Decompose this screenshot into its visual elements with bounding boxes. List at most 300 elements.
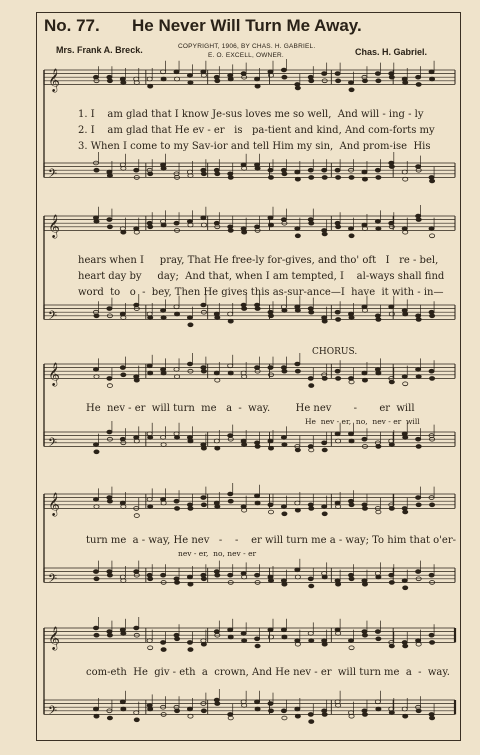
note-head: [254, 700, 259, 704]
note-head: [201, 503, 206, 507]
note-head: [416, 709, 421, 713]
note-head: [349, 439, 354, 443]
note-head: [174, 375, 179, 379]
note-head: [121, 707, 126, 711]
note-head: [174, 312, 179, 316]
note-head: [335, 310, 340, 314]
note-head: [268, 510, 273, 514]
note-head: [148, 505, 153, 509]
note-head: [254, 637, 259, 641]
note-head: [107, 218, 112, 222]
note-head: [242, 639, 247, 643]
note-head: [362, 79, 367, 83]
note-head: [295, 575, 300, 579]
note-head: [148, 577, 153, 581]
note-head: [336, 582, 341, 586]
note-head: [188, 714, 193, 718]
chorus-label: CHORUS.: [312, 347, 358, 357]
note-head: [403, 510, 408, 514]
note-head: [187, 362, 192, 366]
note-head: [362, 177, 367, 181]
note-head: [295, 448, 300, 452]
verse-2-line-1: 2. I am glad that He ev - er is pa-tient and kind, And com-forts my: [78, 125, 435, 136]
note-head: [94, 450, 99, 454]
note-head: [228, 628, 233, 632]
note-head: [148, 646, 153, 650]
note-head: [215, 378, 220, 382]
note-head: [148, 316, 153, 320]
note-head: [268, 709, 273, 713]
note-head: [282, 635, 287, 639]
note-head: [107, 377, 112, 381]
note-head: [147, 498, 152, 502]
note-head: [403, 312, 408, 316]
note-head: [349, 234, 354, 238]
note-head: [295, 568, 300, 572]
note-head: [348, 432, 353, 436]
note-head: [322, 441, 327, 445]
note-head: [121, 632, 126, 636]
note-head: [309, 310, 314, 314]
verse-1-line-2: hears when I pray, That He free-ly for-gives, and tho' oft I re - bel,: [78, 255, 439, 266]
note-head: [94, 577, 99, 581]
note-head: [429, 227, 434, 231]
note-head: [429, 369, 434, 373]
verse-3-line-2: word to o - bey, Then He gives this as-sur-ance—I have it with - in—: [78, 287, 444, 298]
note-head: [416, 503, 421, 507]
note-head: [375, 168, 380, 172]
note-head: [228, 364, 233, 368]
note-head: [429, 633, 434, 637]
note-head: [107, 716, 112, 720]
note-head: [281, 68, 286, 72]
note-head: [376, 707, 381, 711]
note-head: [187, 316, 192, 320]
note-head: [295, 234, 300, 238]
treble-clef-icon: 𝄞: [48, 361, 60, 386]
note-head: [201, 223, 206, 227]
note-head: [416, 570, 421, 574]
note-head: [268, 366, 273, 370]
note-head: [94, 220, 99, 224]
note-head: [416, 437, 421, 441]
note-head: [242, 230, 247, 234]
note-head: [429, 503, 434, 507]
note-head: [295, 177, 300, 181]
note-head: [188, 439, 193, 443]
note-head: [308, 577, 313, 581]
note-head: [362, 713, 367, 717]
note-head: [107, 225, 112, 229]
note-head: [93, 498, 98, 502]
note-head: [187, 707, 192, 711]
note-head: [174, 709, 179, 713]
note-head: [201, 172, 206, 176]
bass-clef-icon: 𝄢: [48, 436, 58, 453]
note-head: [94, 714, 99, 718]
note-head: [147, 364, 152, 368]
note-head: [148, 172, 153, 176]
note-head: [188, 507, 193, 511]
note-head: [389, 507, 394, 511]
note-head: [134, 514, 139, 518]
note-head: [402, 170, 407, 174]
note-head: [322, 377, 327, 381]
note-head: [268, 216, 273, 220]
note-head: [187, 74, 192, 78]
note-head: [429, 234, 434, 238]
note-head: [214, 439, 219, 443]
note-head: [295, 309, 300, 313]
note-head: [94, 633, 99, 637]
note-head: [389, 644, 394, 648]
note-head: [134, 718, 139, 722]
note-head: [94, 314, 99, 318]
copyright-line-2: E. O. EXCELL, OWNER.: [208, 52, 284, 59]
note-head: [107, 633, 112, 637]
note-head: [282, 716, 287, 720]
note-head: [228, 319, 233, 323]
note-head: [282, 369, 287, 373]
composer-credit: Chas. H. Gabriel.: [355, 47, 428, 57]
hymn-title: He Never Will Turn Me Away.: [132, 16, 362, 35]
note-head: [336, 225, 341, 229]
note-head: [215, 446, 220, 450]
note-head: [94, 375, 99, 379]
note-head: [268, 503, 273, 507]
note-head: [309, 384, 314, 388]
note-head: [295, 227, 300, 231]
note-head: [349, 316, 354, 320]
treble-clef-icon: 𝄞: [48, 67, 60, 92]
note-head: [255, 84, 260, 88]
note-head: [201, 446, 206, 450]
note-head: [362, 378, 367, 382]
note-head: [174, 77, 179, 81]
note-head: [309, 720, 314, 724]
note-head: [254, 494, 259, 498]
note-head: [201, 216, 206, 220]
note-head: [389, 581, 394, 585]
note-head: [389, 380, 394, 384]
note-head: [215, 172, 220, 176]
note-head: [389, 312, 394, 316]
note-head: [348, 227, 353, 231]
note-head: [268, 628, 273, 632]
note-head: [255, 501, 260, 505]
note-head: [134, 168, 139, 172]
note-head: [268, 702, 273, 706]
note-head: [335, 72, 340, 76]
note-head: [268, 168, 273, 172]
note-head: [376, 575, 381, 579]
note-head: [282, 172, 287, 176]
treble-clef-icon: 𝄞: [48, 491, 60, 516]
note-head: [215, 573, 220, 577]
chorus-line-3: com-eth He giv - eth a crown, And He nev - er will turn me a - way.: [86, 667, 450, 678]
note-head: [308, 377, 313, 381]
note-head: [295, 170, 300, 174]
note-head: [228, 573, 233, 577]
note-head: [161, 309, 166, 313]
treble-clef-icon: 𝄞: [48, 625, 60, 650]
note-head: [416, 375, 421, 379]
note-head: [187, 641, 192, 645]
note-head: [215, 316, 220, 320]
note-head: [268, 579, 273, 583]
note-head: [389, 165, 394, 169]
note-head: [107, 174, 112, 178]
note-head: [228, 77, 233, 81]
note-head: [389, 711, 394, 715]
hymn-number: No. 77.: [44, 16, 100, 35]
note-head: [201, 709, 206, 713]
note-head: [362, 371, 367, 375]
note-head: [308, 713, 313, 717]
chorus-echo-2: nev - er, no, nev - er: [178, 549, 257, 558]
note-head: [201, 496, 206, 500]
note-head: [375, 630, 380, 634]
note-head: [402, 579, 407, 583]
note-head: [268, 223, 273, 227]
note-head: [134, 378, 139, 382]
note-head: [107, 384, 112, 388]
note-head: [295, 714, 300, 718]
note-head: [336, 439, 341, 443]
note-head: [121, 373, 126, 377]
note-head: [148, 371, 153, 375]
note-head: [309, 176, 314, 180]
note-head: [349, 646, 354, 650]
note-head: [228, 371, 233, 375]
note-head: [322, 319, 327, 323]
note-head: [322, 575, 327, 579]
note-head: [93, 570, 98, 574]
note-head: [403, 714, 408, 718]
note-head: [403, 177, 408, 181]
copyright-line-1: COPYRIGHT, 1906, BY CHAS. H. GABRIEL.: [178, 43, 316, 50]
note-head: [402, 375, 407, 379]
note-head: [148, 436, 153, 440]
note-head: [161, 648, 166, 652]
note-head: [322, 713, 327, 717]
note-head: [416, 496, 421, 500]
note-head: [147, 639, 152, 643]
note-head: [254, 77, 259, 81]
verse-2-line-2: heart day by day; And that, when I am tempted, I al-ways shall find: [78, 271, 445, 282]
note-head: [161, 316, 166, 320]
note-head: [161, 436, 166, 440]
note-head: [402, 707, 407, 711]
note-head: [228, 499, 233, 503]
note-head: [161, 443, 166, 447]
note-head: [228, 312, 233, 316]
note-head: [107, 573, 112, 577]
note-head: [255, 644, 260, 648]
note-head: [295, 501, 300, 505]
note-head: [174, 221, 179, 225]
note-head: [336, 377, 341, 381]
note-head: [121, 230, 126, 234]
verse-1-line-1: 1. I am glad that I know Je-sus loves me so well, And will - ing - ly: [78, 109, 424, 120]
note-head: [161, 223, 166, 227]
note-head: [308, 632, 313, 636]
note-head: [295, 86, 300, 90]
note-head: [389, 305, 394, 309]
note-head: [214, 371, 219, 375]
note-head: [215, 702, 220, 706]
note-head: [93, 443, 98, 447]
note-head: [282, 512, 287, 516]
note-head: [107, 499, 112, 503]
note-head: [362, 582, 367, 586]
note-head: [429, 716, 434, 720]
note-head: [322, 448, 327, 452]
note-head: [403, 436, 408, 440]
note-head: [242, 307, 247, 311]
note-head: [201, 577, 206, 581]
note-head: [349, 88, 354, 92]
note-head: [429, 377, 434, 381]
note-head: [107, 430, 112, 434]
note-head: [187, 575, 192, 579]
note-head: [242, 443, 247, 447]
bass-clef-icon: 𝄢: [48, 572, 58, 589]
note-head: [215, 79, 220, 83]
note-head: [403, 586, 408, 590]
chorus-echo-1: He nev - er, no, nev - er will: [305, 417, 420, 426]
note-head: [188, 323, 193, 327]
note-head: [295, 369, 300, 373]
note-head: [268, 439, 273, 443]
note-head: [174, 305, 179, 309]
note-head: [403, 382, 408, 386]
bass-clef-icon: 𝄢: [48, 704, 58, 721]
note-head: [161, 641, 166, 645]
note-head: [94, 168, 99, 172]
note-head: [281, 709, 286, 713]
note-head: [335, 369, 340, 373]
note-head: [121, 81, 126, 85]
note-head: [241, 632, 246, 636]
note-head: [107, 79, 112, 83]
note-head: [134, 626, 139, 630]
note-head: [188, 648, 193, 652]
note-head: [416, 83, 421, 87]
note-head: [389, 443, 394, 447]
note-head: [389, 573, 394, 577]
note-head: [161, 371, 166, 375]
note-head: [255, 445, 260, 449]
note-head: [228, 229, 233, 233]
note-head: [174, 637, 179, 641]
note-head: [174, 436, 179, 440]
note-head: [416, 368, 421, 372]
note-head: [336, 318, 341, 322]
note-head: [309, 221, 314, 225]
note-head: [174, 581, 179, 585]
note-head: [281, 436, 286, 440]
note-head: [228, 492, 233, 496]
note-head: [309, 79, 314, 83]
note-head: [282, 582, 287, 586]
note-head: [174, 70, 179, 74]
note-head: [376, 227, 381, 231]
note-head: [295, 508, 300, 512]
note-head: [268, 446, 273, 450]
note-head: [322, 642, 327, 646]
author-credit: Mrs. Frank A. Breck.: [56, 45, 143, 55]
note-head: [335, 168, 340, 172]
note-head: [389, 75, 394, 79]
note-head: [201, 303, 206, 307]
note-head: [376, 318, 381, 322]
note-head: [282, 75, 287, 79]
note-head: [94, 505, 99, 509]
note-head: [416, 445, 421, 449]
note-head: [322, 176, 327, 180]
note-head: [93, 368, 98, 372]
note-head: [148, 84, 153, 88]
note-head: [161, 573, 166, 577]
note-head: [174, 507, 179, 511]
note-head: [120, 700, 125, 704]
note-head: [134, 711, 139, 715]
note-head: [228, 635, 233, 639]
note-head: [268, 176, 273, 180]
note-head: [429, 179, 434, 183]
note-head: [215, 505, 220, 509]
note-head: [403, 81, 408, 85]
bass-clef-icon: 𝄢: [48, 167, 58, 184]
note-head: [161, 77, 166, 81]
note-head: [188, 582, 193, 586]
note-head: [429, 314, 434, 318]
note-head: [147, 77, 152, 81]
note-head: [255, 307, 260, 311]
note-head: [349, 577, 354, 581]
note-head: [148, 225, 153, 229]
note-head: [188, 81, 193, 85]
note-head: [308, 168, 313, 172]
note-head: [362, 507, 367, 511]
note-head: [376, 371, 381, 375]
note-head: [375, 220, 380, 224]
note-head: [174, 368, 179, 372]
note-head: [322, 72, 327, 76]
note-head: [295, 707, 300, 711]
note-head: [295, 362, 300, 366]
verse-3-line-1: 3. When I come to my Sav-ior and tell Him my sin, And prom-ise His: [78, 141, 431, 152]
note-head: [335, 432, 340, 436]
note-head: [309, 584, 314, 588]
note-head: [336, 79, 341, 83]
note-head: [107, 307, 112, 311]
note-head: [322, 505, 327, 509]
bass-clef-icon: 𝄢: [48, 309, 58, 326]
note-head: [174, 499, 179, 503]
note-head: [254, 573, 259, 577]
note-head: [93, 707, 98, 711]
note-head: [429, 77, 434, 81]
note-head: [375, 72, 380, 76]
note-head: [322, 232, 327, 236]
note-head: [429, 641, 434, 645]
note-head: [376, 79, 381, 83]
note-head: [375, 700, 380, 704]
note-head: [349, 503, 354, 507]
note-head: [281, 628, 286, 632]
